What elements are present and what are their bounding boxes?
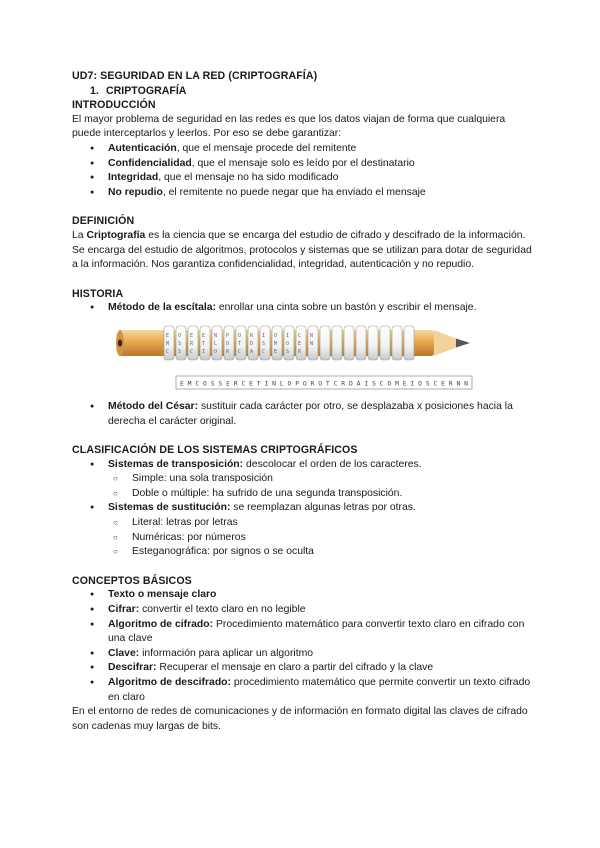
sub-list-item: ○ Esteganográfica: por signos o se oculta	[72, 545, 532, 560]
item-term: Cifrar:	[108, 604, 140, 616]
item-desc: , que el mensaje procede del remitente	[176, 142, 357, 154]
item-desc: , que el mensaje no ha sido modificado	[158, 172, 339, 184]
svg-text:C: C	[190, 348, 194, 355]
intro-text: El mayor problema de seguridad en las redes es que los datos viajan de forma que cualquiera puede interceptarlos y leerlos. Por eso se debe garantizar:	[72, 113, 506, 140]
strip-text: E M C O S S E R C E T I N L O P O R O T C R D A I S C O M E I O S C E R N N	[180, 379, 469, 388]
list-item	[72, 142, 532, 157]
concepts-list	[72, 588, 532, 705]
svg-text:O: O	[286, 340, 290, 347]
item-term: Sistemas de sustitución:	[108, 502, 231, 514]
item-desc: Procedimiento matemático para convertir texto claro en cifrado con una clave	[108, 618, 525, 645]
item-desc: convertir el texto claro en no legible	[139, 604, 306, 616]
sub-list-item: ○ Numéricas: por números	[72, 531, 532, 546]
substitution-sublist	[72, 516, 532, 560]
svg-text:E: E	[274, 348, 278, 355]
definition-heading: DEFINICIÓN	[72, 215, 135, 228]
svg-text:R: R	[250, 332, 254, 339]
item-term: Confidencialidad	[108, 157, 192, 169]
svg-text:C: C	[238, 348, 242, 355]
item-term: Descifrar:	[108, 662, 157, 674]
svg-text:O: O	[274, 332, 278, 339]
scytale-illustration	[72, 320, 532, 394]
svg-text:E: E	[166, 332, 170, 339]
svg-text:E: E	[190, 332, 194, 339]
svg-text:N: N	[214, 332, 218, 339]
sub-list-item: ○ Doble o múltiple: ha sufrido de una segunda transposición.	[72, 487, 532, 502]
svg-text:C: C	[166, 348, 170, 355]
history-list-2	[72, 400, 532, 429]
svg-text:A: A	[250, 348, 254, 355]
svg-text:E: E	[202, 332, 206, 339]
classification-list-2	[72, 501, 532, 516]
item-term: Algoritmo de descifrado:	[108, 677, 231, 688]
svg-text:I: I	[202, 348, 206, 355]
document-title: UD7: SEGURIDAD EN LA RED (CRIPTOGRAFÍA)	[72, 70, 318, 82]
svg-text:R: R	[298, 348, 302, 355]
svg-text:M: M	[166, 340, 170, 347]
svg-text:T: T	[202, 340, 206, 347]
svg-text:O: O	[226, 340, 230, 347]
unwrapped-strip	[176, 376, 472, 389]
item-desc: descolocar el orden de los caracteres.	[243, 458, 422, 470]
item-term: No repudio	[108, 186, 163, 198]
list-item	[72, 618, 532, 647]
svg-text:S: S	[178, 340, 182, 347]
item-desc: procedimiento matemático que permite convertir un texto cifrado en claro	[108, 677, 531, 703]
history-heading: HISTORIA	[72, 287, 124, 300]
svg-text:O: O	[178, 332, 182, 339]
history-list	[72, 301, 532, 316]
item-term: Algoritmo de cifrado:	[108, 618, 214, 630]
svg-text:T: T	[238, 340, 242, 347]
closing-text: En el entorno de redes de comunicaciones y de información en formato digital las claves de cifrado son cadenas muy largas de bits.	[72, 706, 528, 732]
list-item	[72, 157, 532, 172]
item-term: Método del César:	[108, 400, 199, 412]
svg-text:D: D	[250, 340, 254, 347]
item-desc: , que el mensaje solo es leído por el destinatario	[191, 157, 415, 169]
item-term: Sistemas de transposición:	[108, 458, 244, 470]
transposition-sublist	[72, 472, 532, 501]
list-item	[72, 400, 532, 429]
classification-list	[72, 458, 532, 473]
svg-text:R: R	[190, 340, 194, 347]
list-item	[72, 603, 532, 618]
list-item	[72, 647, 532, 662]
item-desc: enrollar una cinta sobre un bastón y escribir el mensaje.	[215, 302, 477, 314]
list-item	[72, 171, 532, 186]
item-desc: Recuperar el mensaje en claro a partir del cifrado y la clave	[156, 662, 434, 674]
sub-list-item: ○ Simple: una sola transposición	[72, 472, 532, 487]
list-item	[72, 676, 532, 705]
list-item	[72, 186, 532, 201]
item-term: Autenticación	[108, 142, 177, 154]
definition-term: Criptografía	[86, 229, 146, 241]
svg-text:O: O	[238, 332, 242, 339]
list-item	[72, 458, 532, 473]
sub-list-item: ○ Literal: letras por letras	[72, 516, 532, 531]
document-body	[72, 69, 532, 734]
svg-text:O: O	[214, 348, 218, 355]
svg-text:S: S	[286, 348, 290, 355]
item-desc: información para aplicar un algoritmo	[139, 647, 314, 659]
svg-text:E: E	[298, 340, 302, 347]
item-desc: sustituir cada carácter por otro, se desplazaba x posiciones hacia la derecha el carácter original.	[108, 400, 513, 427]
list-item	[72, 661, 532, 676]
svg-text:N: N	[310, 332, 314, 339]
svg-text:S: S	[262, 340, 266, 347]
item-desc: , el remitente no puede negar que ha enviado el mensaje	[162, 186, 426, 198]
svg-text:I: I	[286, 332, 290, 339]
concepts-heading: CONCEPTOS BÁSICOS	[72, 574, 192, 587]
item-term: Método de la escítala:	[108, 302, 216, 314]
svg-text:S: S	[178, 348, 182, 355]
svg-text:R: R	[226, 348, 230, 355]
list-item	[72, 588, 532, 603]
item-term: Integridad	[108, 172, 159, 184]
svg-text:M: M	[274, 340, 278, 347]
definition-text: La Criptografía es la ciencia que se encarga del estudio de cifrado y descifrado de la información. Se encarga del estudio de algoritmos, protocolos y sistemas que se utilizan para dotar de seguridad a la información. Nos garantiza confidencialidad, integridad, autenticación y no repudio.	[72, 229, 532, 271]
item-term: Clave:	[108, 647, 140, 659]
wrapped-strip	[164, 326, 414, 360]
item-term: Texto o mensaje claro	[108, 589, 217, 601]
svg-text:C: C	[262, 348, 266, 355]
svg-text:N: N	[310, 340, 314, 347]
section-title: CRIPTOGRAFÍA	[106, 84, 187, 97]
svg-text:P: P	[226, 332, 230, 339]
scytale-figure	[72, 320, 532, 394]
list-item	[72, 301, 532, 316]
svg-text:I: I	[262, 332, 266, 339]
section-heading	[90, 84, 532, 99]
intro-list	[72, 142, 532, 200]
intro-heading: INTRODUCCIÓN	[72, 99, 156, 112]
classification-heading: CLASIFICACIÓN DE LOS SISTEMAS CRIPTOGRÁFICOS	[72, 444, 358, 457]
svg-text:L: L	[214, 340, 218, 347]
list-item	[72, 501, 532, 516]
item-desc: se reemplazan algunas letras por otras.	[230, 502, 416, 514]
section-number: 1.	[90, 84, 99, 97]
svg-text:C: C	[298, 332, 302, 339]
